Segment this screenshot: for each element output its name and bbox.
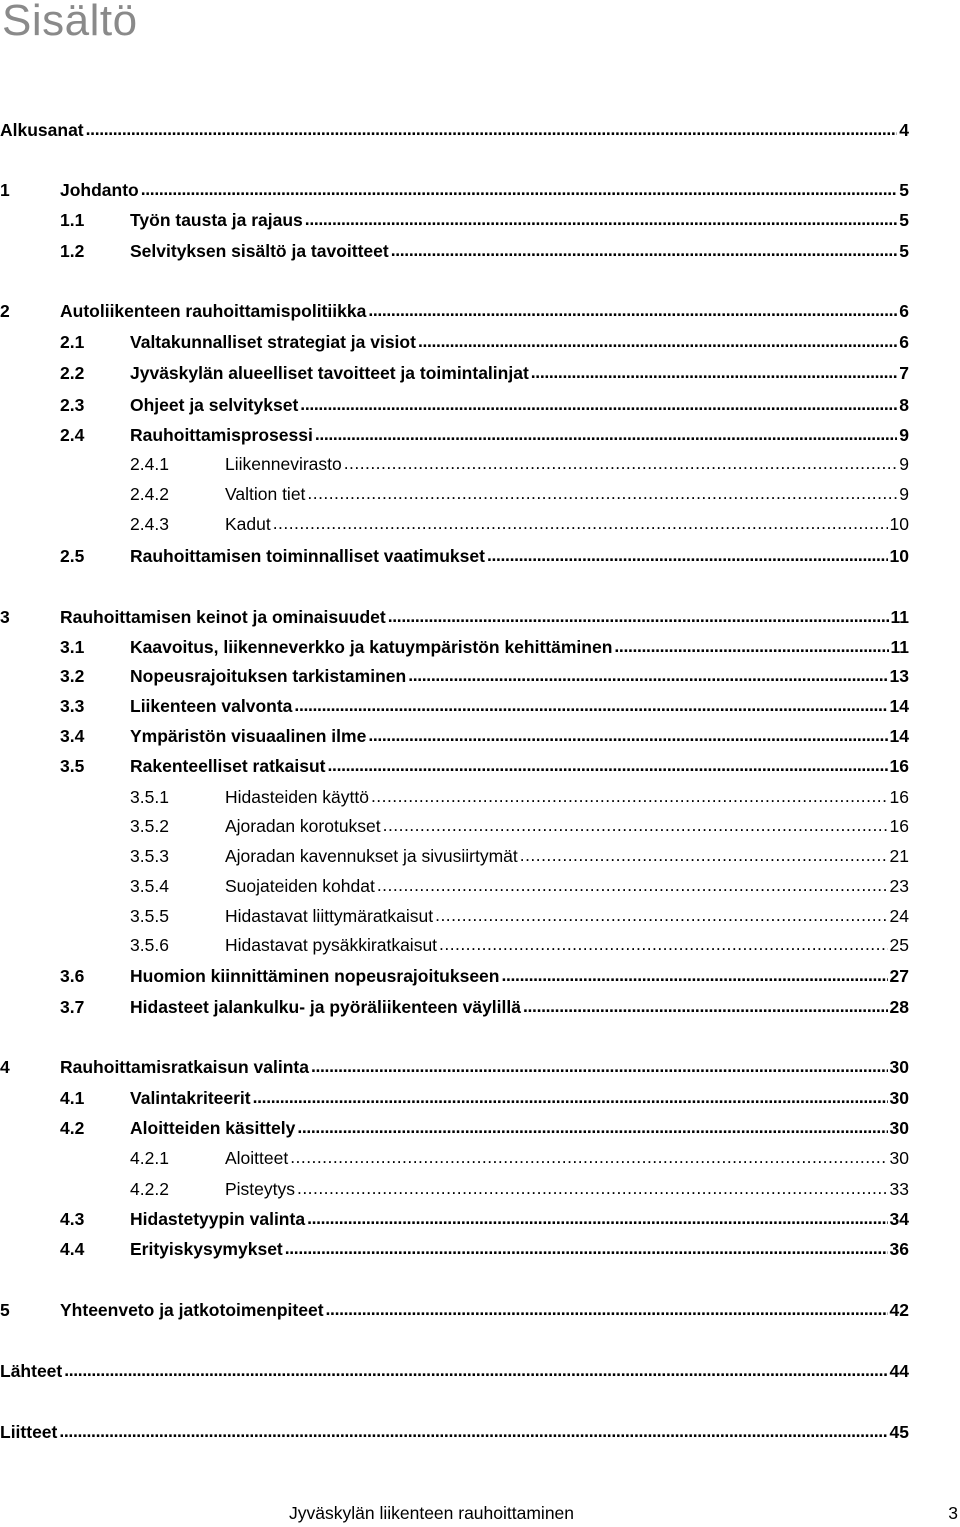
toc-entry-number: 2.1 [60,332,85,352]
toc-entry-label: Hidasteiden käyttö [225,787,369,807]
toc-entry-page: 4 [899,120,909,140]
toc-entry[interactable] [0,510,909,538]
toc-entry-label: Liikennevirasto [225,454,342,474]
toc-entry-page: 9 [899,425,909,445]
toc-entry-label: Johdanto [60,180,139,200]
toc-entry-number: 3.5.4 [130,876,169,896]
toc-entry-label: Työn tausta ja rajaus [130,210,303,230]
toc-entry-number: 3.5.2 [130,816,169,836]
toc-entry-label: Erityiskysymykset [130,1239,283,1259]
toc-dot-leader [273,509,888,537]
toc-entry[interactable] [0,480,909,508]
toc-entry-label: Ajoradan kavennukset ja sivusiirtymät [225,846,518,866]
toc-entry-number: 4.2 [60,1118,85,1138]
toc-dot-leader [86,115,898,143]
toc-entry[interactable] [0,1205,909,1233]
toc-dot-leader [344,449,898,477]
toc-entry-number: 2 [0,301,10,321]
toc-entry-number: 2.3 [60,395,85,415]
toc-entry[interactable] [0,1235,909,1263]
toc-entry-label: Rauhoittamisen keinot ja ominaisuudet [60,607,386,627]
toc-entry-page: 34 [889,1209,909,1229]
toc-entry-page: 13 [889,666,909,686]
toc-entry[interactable] [0,993,909,1021]
toc-entry-label: Valtion tiet [225,484,306,504]
toc-entry-page: 9 [899,484,909,504]
toc-dot-leader [368,721,887,749]
toc-entry[interactable] [0,902,909,930]
toc-entry-number: 1 [0,180,10,200]
toc-dot-leader [311,1052,888,1080]
toc-dot-leader [523,992,888,1020]
toc-dot-leader [614,632,888,660]
toc-entry-label: Aloitteet [225,1148,289,1168]
toc-entry-label: Autoliikenteen rauhoittamispolitiikka [60,301,367,321]
toc-entry-label: Ympäristön visuaalinen ilme [130,726,367,746]
toc-dot-leader [307,479,897,507]
toc-dot-leader [141,175,898,203]
toc-dot-leader [408,661,887,689]
toc-entry-number: 2.4.1 [130,454,169,474]
page-title: Sisältö [2,0,138,45]
toc-entry[interactable] [0,752,909,780]
toc-entry[interactable] [0,783,909,811]
toc-entry-page: 16 [889,787,909,807]
toc-entry-page: 8 [899,395,909,415]
toc-dot-leader [315,420,897,448]
toc-dot-leader [487,541,888,569]
toc-entry-page: 7 [899,363,909,383]
toc-entry-label: Hidastetyypin valinta [130,1209,306,1229]
toc-entry-number: 5 [0,1300,10,1320]
toc-dot-leader [59,1417,887,1445]
toc-entry-label: Jyväskylän alueelliset tavoitteet ja toimintalinjat [130,363,529,383]
page-footer [0,1499,960,1527]
toc-entry-label: Hidastavat pysäkkiratkaisut [225,935,438,955]
toc-dot-leader [328,751,888,779]
toc-entry-label: Ohjeet ja selvitykset [130,395,299,415]
toc-entry-page: 45 [889,1422,909,1442]
toc-dot-leader [305,205,897,233]
toc-entry-label: Suojateiden kohdat [225,876,375,896]
toc-entry-page: 23 [889,876,909,896]
toc-entry[interactable] [0,872,909,900]
toc-entry[interactable] [0,603,909,631]
toc-entry-page: 21 [889,846,909,866]
toc-entry-label: Nopeusrajoituksen tarkistaminen [130,666,407,686]
toc-entry-label: Huomion kiinnittäminen nopeusrajoitukseen [130,966,500,986]
toc-dot-leader [64,1356,887,1384]
toc-entry-page: 36 [889,1239,909,1259]
toc-entry[interactable] [0,542,909,570]
toc-entry-page: 14 [889,726,909,746]
toc-entry-number: 2.4 [60,425,85,445]
toc-entry-number: 2.2 [60,363,85,383]
toc-entry-page: 30 [889,1088,909,1108]
toc-entry-number: 3.5.6 [130,935,169,955]
toc-entry-number: 3.1 [60,637,85,657]
toc-dot-leader [391,236,898,264]
toc-dot-leader [383,811,888,839]
toc-entry-label: Valintakriteerit [130,1088,251,1108]
toc-entry-label: Hidastavat liittymäratkaisut [225,906,434,926]
toc-entry-number: 2.4.2 [130,484,169,504]
toc-entry[interactable] [0,176,909,204]
toc-dot-leader [290,1143,887,1171]
toc-entry[interactable] [0,391,909,419]
toc-entry-label: Valtakunnalliset strategiat ja visiot [130,332,416,352]
toc-entry-label: Rauhoittamisprosessi [130,425,313,445]
toc-entry[interactable] [0,1296,909,1324]
toc-dot-leader [377,871,888,899]
toc-dot-leader [297,1174,888,1202]
toc-entry-number: 1.2 [60,241,85,261]
toc-entry-number: 4.3 [60,1209,85,1229]
toc-dot-leader [531,358,897,386]
toc-entry-page: 30 [889,1057,909,1077]
toc-entry[interactable] [0,692,909,720]
toc-entry[interactable] [0,812,909,840]
toc-dot-leader [297,1113,887,1141]
toc-entry[interactable] [0,1084,909,1112]
toc-entry[interactable] [0,1418,909,1446]
toc-entry[interactable] [0,359,909,387]
toc-entry[interactable] [0,1114,909,1142]
toc-entry-number: 4.2.2 [130,1179,169,1199]
toc-dot-leader [285,1234,888,1262]
toc-dot-leader [368,296,897,324]
toc-entry-page: 44 [889,1361,909,1381]
toc-entry-page: 25 [889,935,909,955]
toc-entry-number: 4.1 [60,1088,85,1108]
toc-entry[interactable] [0,722,909,750]
toc-entry[interactable] [0,450,909,478]
toc-entry-number: 3.2 [60,666,85,686]
toc-entry-number: 3.6 [60,966,85,986]
toc-dot-leader [388,602,889,630]
toc-entry-page: 11 [890,637,909,657]
toc-entry-number: 3.5.3 [130,846,169,866]
toc-entry-label: Alkusanat [0,120,84,140]
toc-entry-label: Kadut [225,514,271,534]
toc-entry[interactable] [0,297,909,325]
toc-entry-label: Liitteet [0,1422,58,1442]
toc-dot-leader [253,1083,888,1111]
toc-entry[interactable] [0,116,909,144]
toc-dot-leader [435,901,887,929]
toc-entry-number: 2.5 [60,546,85,566]
toc-entry-number: 3.3 [60,696,85,716]
toc-entry-page: 30 [889,1148,909,1168]
toc-entry[interactable] [0,931,909,959]
toc-entry-number: 3.5 [60,756,85,776]
toc-entry-label: Lähteet [0,1361,63,1381]
toc-entry-page: 28 [889,997,909,1017]
toc-entry[interactable] [0,1144,909,1172]
toc-entry[interactable] [0,237,909,265]
toc-entry-label: Aloitteiden käsittely [130,1118,296,1138]
toc-entry-page: 11 [890,607,909,627]
toc-entry[interactable] [0,1357,909,1385]
toc-entry-page: 5 [899,180,909,200]
toc-entry[interactable] [0,1175,909,1203]
toc-entry-number: 1.1 [60,210,85,230]
toc-entry[interactable] [0,662,909,690]
toc-entry-page: 9 [899,454,909,474]
toc-dot-leader [501,961,887,989]
toc-entry[interactable] [0,842,909,870]
toc-entry-label: Pisteytys [225,1179,296,1199]
toc-entry-page: 16 [889,756,909,776]
toc-dot-leader [439,930,887,958]
toc-dot-leader [371,782,888,810]
toc-entry[interactable] [0,1053,909,1081]
toc-entry-number: 3.7 [60,997,85,1017]
toc-entry-number: 3.5.5 [130,906,169,926]
toc-entry-label: Selvityksen sisältö ja tavoitteet [130,241,389,261]
toc-dot-leader [418,327,897,355]
toc-entry-page: 30 [889,1118,909,1138]
toc-entry-number: 3.5.1 [130,787,169,807]
toc-entry-label: Rauhoittamisratkaisun valinta [60,1057,309,1077]
toc-entry-number: 4 [0,1057,10,1077]
toc-entry[interactable] [0,633,909,661]
footer-page-number: 3 [948,1503,958,1523]
toc-dot-leader [307,1204,887,1232]
toc-entry-page: 6 [899,301,909,321]
toc-entry-label: Kaavoitus, liikenneverkko ja katuympäristön kehittäminen [130,637,613,657]
footer-document-title: Jyväskylän liikenteen rauhoittaminen [289,1503,575,1523]
toc-entry-page: 42 [889,1300,909,1320]
toc-entry-number: 3 [0,607,10,627]
toc-entry-label: Rauhoittamisen toiminnalliset vaatimukset [130,546,485,566]
toc-dot-leader [326,1295,888,1323]
toc-entry-page: 5 [899,241,909,261]
toc-entry-number: 2.4.3 [130,514,169,534]
toc-entry-number: 4.4 [60,1239,85,1259]
toc-entry-page: 6 [899,332,909,352]
toc-entry-page: 10 [889,546,909,566]
toc-entry-number: 4.2.1 [130,1148,169,1168]
toc-dot-leader [300,390,897,418]
toc-entry-page: 5 [899,210,909,230]
toc-entry-page: 16 [889,816,909,836]
toc-entry[interactable] [0,421,909,449]
toc-entry-label: Yhteenveto ja jatkotoimenpiteet [60,1300,324,1320]
toc-entry-label: Hidasteet jalankulku- ja pyöräliikenteen väylillä [130,997,521,1017]
toc-entry-page: 27 [889,966,909,986]
toc-entry-page: 24 [889,906,909,926]
toc-entry-label: Rakenteelliset ratkaisut [130,756,326,776]
toc-dot-leader [294,691,887,719]
toc-entry[interactable] [0,962,909,990]
toc-entry-page: 14 [889,696,909,716]
toc-entry-number: 3.4 [60,726,85,746]
toc-dot-leader [520,841,888,869]
toc-entry[interactable] [0,206,909,234]
toc-entry[interactable] [0,328,909,356]
toc-entry-label: Liikenteen valvonta [130,696,293,716]
toc-entry-label: Ajoradan korotukset [225,816,381,836]
toc-entry-page: 33 [889,1179,909,1199]
toc-entry-page: 10 [889,514,909,534]
